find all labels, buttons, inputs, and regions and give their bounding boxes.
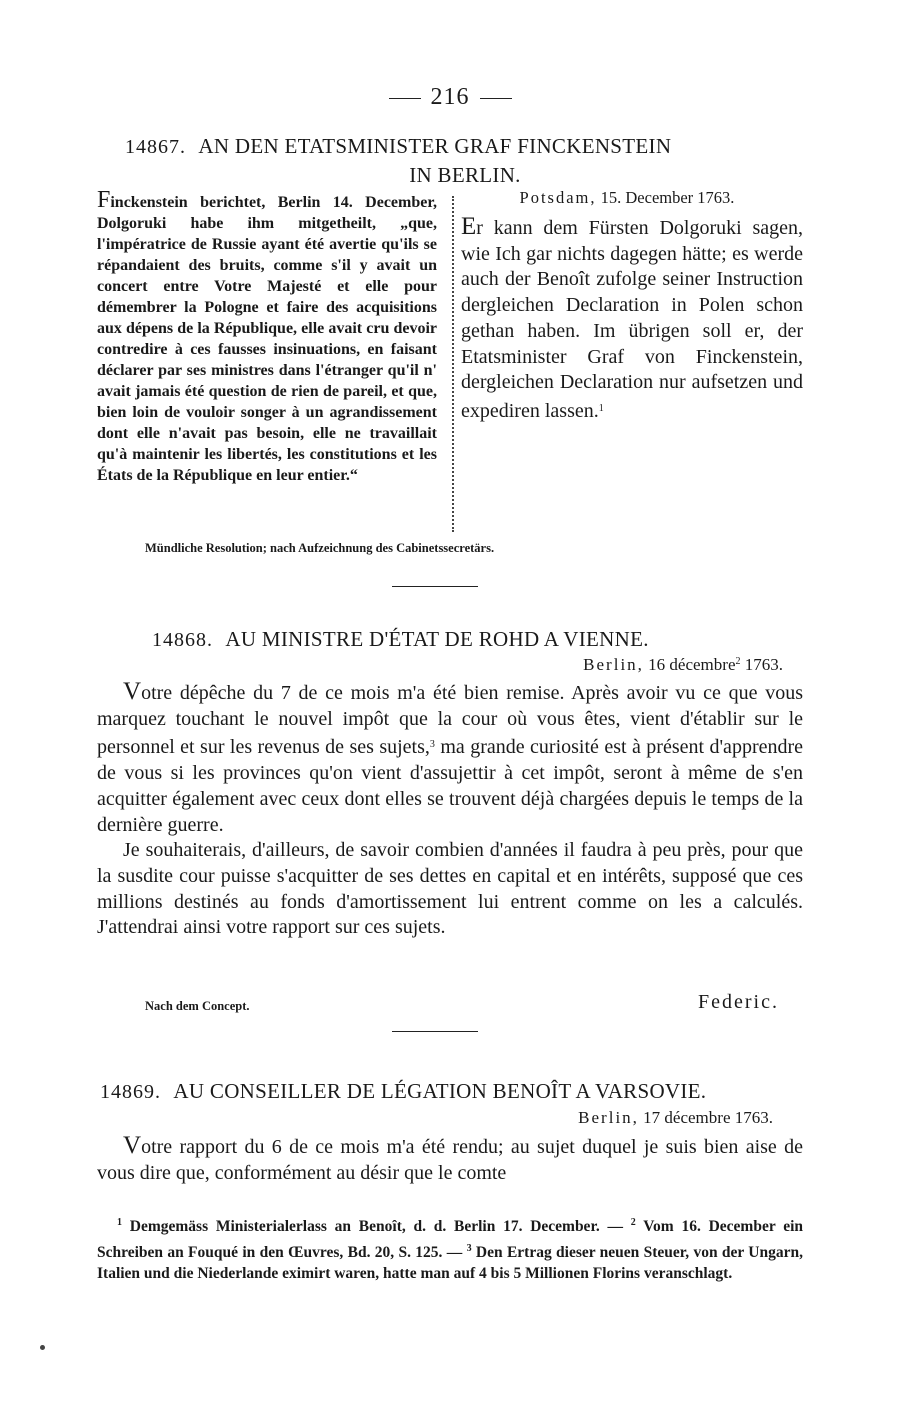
footnote-1-text: Demgemäss Ministerialerlass an Benoît, d. d. Berlin 17. December. —	[129, 1218, 624, 1235]
doc2-paragraph-2: Je souhaiterais, d'ailleurs, de savoir combien d'années il faudra à peu près, pour que la susdite cour puisse s'acquitter de ses dettes en capital et en intérêts, supposé que ces millions destinés au fonds d'amortissement lui entrent comme on les a calculés. J'attendrai ainsi votre rapport sur ces sujets.	[97, 839, 803, 939]
doc2-paragraph-1-text-b: ma grande curiosité est à présent d'apprendre de vous si les provinces qu'on vient d'assujettir à cet impôt, seront à même de s'en acquitter également avec ceux dont elles se trouvent déjà chargées depuis le temps de la dernière guerre.	[97, 736, 804, 836]
doc2-footnote-ref: 3	[429, 739, 435, 751]
doc3-date-place: Berlin,	[578, 1108, 639, 1127]
separator-rule-2	[392, 1031, 478, 1032]
doc3-heading	[100, 1077, 806, 1106]
footnotes	[97, 1212, 803, 1285]
doc2-initial: V	[123, 678, 142, 705]
footnote-block	[97, 1212, 803, 1285]
doc3-paragraph-1-text: otre rapport du 6 de ce mois m'a été rendu; au sujet duquel je suis bien aise de vous dire que, conformément au désir que le comte	[97, 1136, 803, 1184]
page-number-dash-left	[389, 98, 421, 99]
page-number-line	[97, 84, 803, 111]
footnote-3-mark: 3	[466, 1242, 472, 1254]
doc2-paragraph-1-text-a: otre dépêche du 7 de ce mois m'a été bien remise. Après avoir vu ce que vous marquez touchant le nouvel impôt que la cour où vous êtes, vient d'établir sur le personnel et sur les revenus de ses sujets,	[97, 682, 803, 759]
doc2-heading	[97, 625, 803, 654]
column-divider	[452, 196, 454, 532]
doc1-dateline	[461, 188, 803, 208]
doc2-source-note: Nach dem Concept.	[145, 999, 250, 1013]
footnote-3-text: Den Ertrag dieser neuen Steuer, von der Ungarn, Italien und die Niederlande eximirt waren, hatte man auf 4 bis 5 Millionen Florins veranschlagt.	[97, 1243, 804, 1283]
doc3-body	[97, 1133, 803, 1186]
margin-speck	[40, 1345, 45, 1350]
doc1-heading-line2: IN BERLIN.	[409, 163, 521, 187]
doc1-resolution-text: r kann dem Fürsten Dolgoruki sagen, wie Ich gar nichts dagegen hätte; es werde auch der Benoît zufolge seiner Instruction dergleichen Declaration in Polen schon gethan haben. Im übrigen soll er, der Etatsminister Graf von Finckenstein, dergleichen Declaration nur aufsetzen und expediren lassen.	[461, 217, 803, 422]
doc1-resolution-text-block	[461, 214, 803, 425]
doc2-date-rest: 16 décembre	[648, 655, 736, 674]
doc3-dateline	[578, 1108, 773, 1128]
doc2-number: 14868.	[152, 629, 213, 651]
doc1-date-rest: 15. December 1763.	[600, 188, 735, 207]
doc2-dateline	[583, 655, 783, 675]
doc1-resolution-initial: E	[461, 213, 477, 240]
doc1-summary	[97, 187, 437, 486]
doc1-number: 14867.	[125, 136, 186, 158]
doc1-resolution	[461, 188, 803, 425]
doc3-number: 14869.	[100, 1081, 161, 1103]
doc1-source-note: Mündliche Resolution; nach Aufzeichnung des Cabinetssecretärs.	[145, 541, 495, 555]
doc2-heading-text: AU MINISTRE D'ÉTAT DE ROHD A VIENNE.	[225, 627, 649, 651]
separator-rule-1	[392, 586, 478, 587]
doc3-date-rest: 17 décembre 1763.	[643, 1108, 773, 1127]
doc1-date-place: Potsdam,	[519, 188, 597, 207]
doc1-heading-line1: AN DEN ETATSMINISTER GRAF FINCKENSTEIN	[198, 134, 672, 158]
doc2-date-footnote-ref: 2	[735, 656, 741, 667]
doc1-summary-text: inckenstein berichtet, Berlin 14. December, Dolgoruki habe ihm mitgetheilt, „que, l'impératrice de Russie ayant été avertie qu'ils se répandaient des bruits, comme s'il y avait un concert entre Votre Majesté et elle pour démembrer la Pologne et faire des acquisitions aux dépens de la République, elle avait cru devoir contredire à ces fausses insinuations, en faisant déclarer par ses ministres dans l'étranger qu'il n' avait jamais été question de rien de pareil, et que, bien loin de vouloir songer à un agrandissement dont elle n'avait pas besoin, elle ne travaillait qu'à maintenir les libertés, les constitutions et les États de la République en leur entier.“	[97, 194, 437, 484]
page-number: 216	[430, 84, 470, 110]
footnote-1-mark: 1	[117, 1217, 122, 1228]
doc2-body	[97, 679, 803, 941]
page-number-dash-right	[480, 98, 512, 99]
footnote-2-mark: 2	[630, 1217, 636, 1228]
doc3-paragraph-1	[97, 1133, 803, 1186]
doc1-footnote-ref: 1	[598, 402, 604, 414]
doc2-date-place: Berlin,	[583, 655, 644, 674]
doc1-summary-initial: F	[97, 187, 111, 213]
doc2-paragraph-1	[97, 679, 803, 838]
doc2-signature: Federic.	[698, 991, 779, 1013]
doc1-heading	[97, 132, 803, 189]
footnote-2-text: Vom 16. December ein Schreiben an Fouqué in den Œuvres, Bd. 20, S. 125. —	[97, 1218, 804, 1261]
doc2-date-year: 1763.	[744, 655, 783, 674]
doc3-heading-text: AU CONSEILLER DE LÉGATION BENOÎT A VARSOVIE.	[173, 1079, 707, 1103]
doc3-initial: V	[123, 1132, 142, 1159]
